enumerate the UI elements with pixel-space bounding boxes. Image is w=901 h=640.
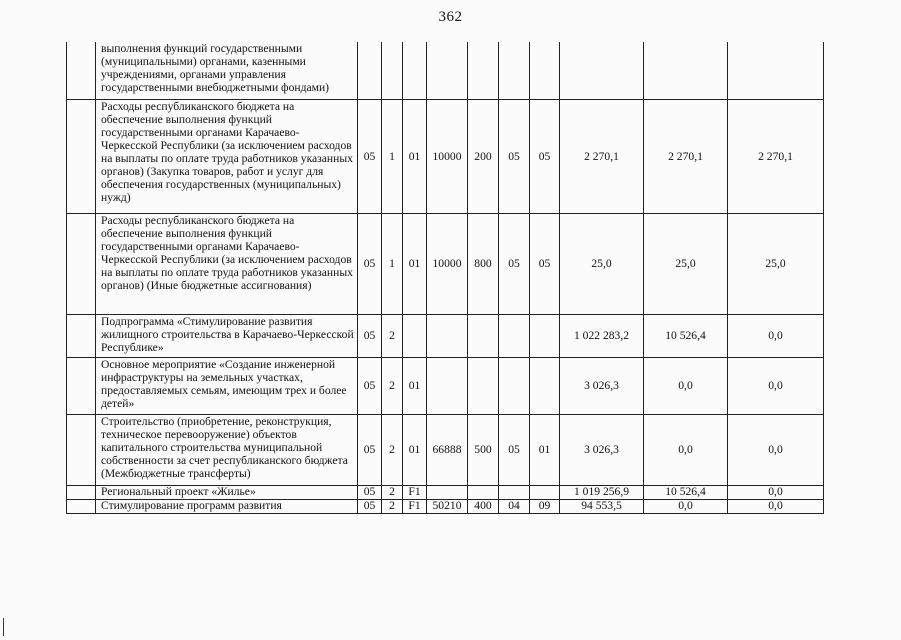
table-cell-code: F1: [403, 485, 427, 499]
table-cell-code: 66888: [427, 414, 468, 485]
table-cell-code: [468, 314, 499, 357]
table-cell-code: 10000: [427, 99, 468, 213]
table-cell-amount: 2 270,1: [644, 99, 728, 213]
table-cell: [67, 485, 96, 499]
table-cell: [67, 213, 96, 314]
table-cell-code: 500: [468, 414, 499, 485]
table-cell-code: 01: [403, 99, 427, 213]
table-cell-amount: 3 026,3: [560, 357, 644, 414]
table-cell-name: выполнения функций государственными (муниципальными) органами, казенными учреждениями, органами управления государственными внебюджетными фондами): [96, 42, 358, 99]
table-cell-amount: 0,0: [644, 357, 728, 414]
table-cell-code: 800: [468, 213, 499, 314]
table-cell-amount: 1 019 256,9: [560, 485, 644, 499]
table-cell-code: 04: [499, 499, 530, 513]
table-cell-code: 50210: [427, 499, 468, 513]
table-cell-code: [358, 42, 382, 99]
table-cell-code: 2: [382, 357, 403, 414]
table-cell-name: Основное мероприятие «Создание инженерной инфраструктуры на земельных участках, предоставляемых семьям, имеющим трех и более детей»: [96, 357, 358, 414]
table-cell-code: [403, 314, 427, 357]
table-cell-amount: 0,0: [644, 499, 728, 513]
table-cell-code: 09: [530, 499, 560, 513]
table-cell: [67, 314, 96, 357]
table-cell-code: 2: [382, 499, 403, 513]
table-cell-amount: 0,0: [644, 414, 728, 485]
table-cell-code: [427, 42, 468, 99]
table-cell-code: 01: [530, 414, 560, 485]
table-cell: [67, 414, 96, 485]
table-cell-name: Подпрограмма «Стимулирование развития жилищного строительства в Карачаево-Черкесской Республике»: [96, 314, 358, 357]
table-cell-code: 05: [358, 357, 382, 414]
table-cell-amount: 25,0: [560, 213, 644, 314]
table-cell-code: [468, 42, 499, 99]
table-cell-code: [499, 357, 530, 414]
table-cell-code: [530, 42, 560, 99]
table-cell-amount: [728, 42, 824, 99]
table-cell-amount: 0,0: [728, 314, 824, 357]
table-cell-code: 05: [358, 485, 382, 499]
table-cell-code: 2: [382, 414, 403, 485]
table-cell-code: 01: [403, 357, 427, 414]
scan-margin-mark: [3, 618, 4, 636]
table-row: [67, 499, 824, 513]
table-cell-name: Региональный проект «Жилье»: [96, 485, 358, 499]
table-cell-code: 400: [468, 499, 499, 513]
table-row: [67, 414, 824, 485]
table-cell-code: 05: [499, 99, 530, 213]
table-row: [67, 213, 824, 314]
table-row: [67, 485, 824, 499]
table-cell-code: [499, 42, 530, 99]
table-cell-code: 05: [358, 414, 382, 485]
table-cell-amount: 25,0: [728, 213, 824, 314]
table-cell-code: [427, 357, 468, 414]
table-cell-code: 05: [499, 213, 530, 314]
table-cell-amount: 2 270,1: [560, 99, 644, 213]
table-cell-name: Строительство (приобретение, реконструкция, техническое перевооружение) объектов капитального строительства муниципальной собственности за счет республиканского бюджета (Межбюджетные трансферты): [96, 414, 358, 485]
table-cell-code: [468, 357, 499, 414]
table-cell-amount: 3 026,3: [560, 414, 644, 485]
table-row: [67, 99, 824, 213]
table-cell-amount: 0,0: [728, 499, 824, 513]
table-cell-code: [468, 485, 499, 499]
table-cell-amount: 1 022 283,2: [560, 314, 644, 357]
table-row: [67, 42, 824, 99]
table-cell-name: Расходы республиканского бюджета на обеспечение выполнения функций государственными органами Карачаево-Черкесской Республики (за исключением расходов на выплаты по оплате труда работников указанных органов) (Иные бюджетные ассигнования): [96, 213, 358, 314]
table-cell-code: 05: [358, 213, 382, 314]
table-cell-code: 10000: [427, 213, 468, 314]
table-cell-amount: 94 553,5: [560, 499, 644, 513]
table-cell-code: 05: [358, 314, 382, 357]
table-cell-code: [427, 485, 468, 499]
table-cell-code: 05: [358, 499, 382, 513]
table-cell: [67, 42, 96, 99]
table-cell-code: [499, 314, 530, 357]
table-cell-code: [403, 42, 427, 99]
table-cell-amount: 25,0: [644, 213, 728, 314]
table-cell-code: [530, 485, 560, 499]
table-cell: [67, 99, 96, 213]
table-cell-code: [499, 485, 530, 499]
table-cell-amount: [560, 42, 644, 99]
table-cell-name: Стимулирование программ развития: [96, 499, 358, 513]
table-cell-name: Расходы республиканского бюджета на обеспечение выполнения функций государственными органами Карачаево-Черкесской Республики (за исключением расходов на выплаты по оплате труда работников указанных органов) (Закупка товаров, работ и услуг для обеспечения государственных (муниципальных) нужд): [96, 99, 358, 213]
table-cell: [67, 499, 96, 513]
table-cell-amount: 10 526,4: [644, 314, 728, 357]
table-cell-code: [427, 314, 468, 357]
table-cell-code: 1: [382, 213, 403, 314]
table-cell-code: [530, 357, 560, 414]
table-row: [67, 314, 824, 357]
budget-table: [66, 42, 824, 514]
table-cell-code: 01: [403, 213, 427, 314]
table-cell-amount: 2 270,1: [728, 99, 824, 213]
page-number: 362: [438, 9, 463, 25]
table-cell-amount: 0,0: [728, 357, 824, 414]
table-cell-amount: 0,0: [728, 485, 824, 499]
table-cell-code: 1: [382, 99, 403, 213]
table-cell-code: 05: [358, 99, 382, 213]
table-cell: [67, 357, 96, 414]
table-cell-code: 05: [530, 213, 560, 314]
table-cell-code: 05: [530, 99, 560, 213]
table-cell-code: 2: [382, 485, 403, 499]
table-row: [67, 357, 824, 414]
table-cell-code: [382, 42, 403, 99]
table-cell-code: 05: [499, 414, 530, 485]
table-cell-amount: 10 526,4: [644, 485, 728, 499]
table-cell-code: [530, 314, 560, 357]
table-cell-code: 2: [382, 314, 403, 357]
table-cell-code: 01: [403, 414, 427, 485]
table-cell-code: F1: [403, 499, 427, 513]
table-cell-amount: [644, 42, 728, 99]
table-cell-code: 200: [468, 99, 499, 213]
table-cell-amount: 0,0: [728, 414, 824, 485]
